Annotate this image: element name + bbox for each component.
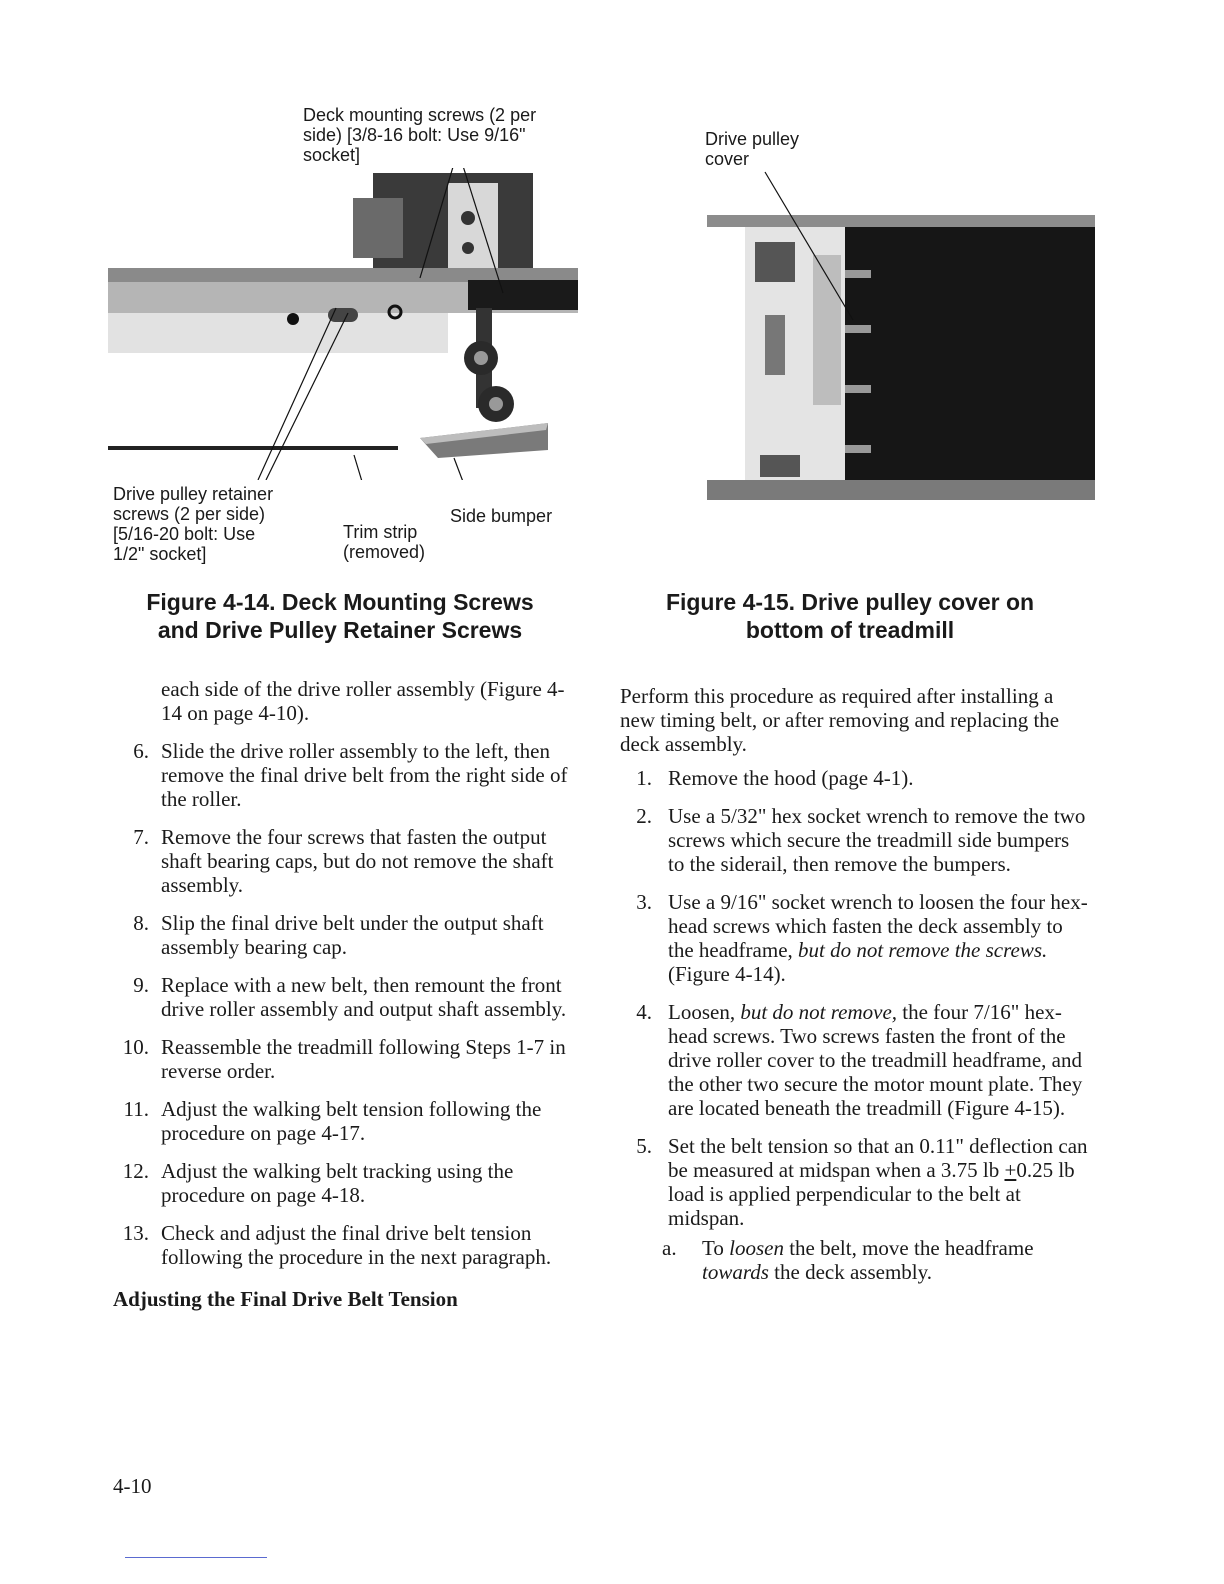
footer-rule xyxy=(125,1557,267,1558)
step-emphasis: but do not remove the screws. xyxy=(798,938,1048,962)
step-text: Remove the four screws that fasten the output shaft bearing caps, but do not remove the shaft assembly. xyxy=(161,825,554,897)
step-text: 0.25 lb load is applied perpendicular to the belt at midspan. xyxy=(668,1158,1075,1230)
substep-letter: a. xyxy=(662,1236,677,1260)
figure-4-15-caption: Figure 4-15. Drive pulley cover on bottom of treadmill xyxy=(665,589,1035,643)
step-text: Loosen, xyxy=(668,1000,741,1024)
step-text: Reassemble the treadmill following Steps 1-7 in reverse order. xyxy=(161,1035,566,1083)
retainer-screws-label: Drive pulley retainer screws (2 per side) [5/16-20 bolt: Use 1/2" socket] xyxy=(113,484,274,564)
step-text: (Figure 4-14). xyxy=(668,962,786,986)
step-text: Adjust the walking belt tracking using the procedure on page 4-18. xyxy=(161,1159,514,1207)
step-text: Check and adjust the final drive belt tension following the procedure in the next paragraph. xyxy=(161,1221,552,1269)
step-text: the four 7/16" hex-head screws. Two screws fasten the front of the drive roller cover to the treadmill headframe, and the other two secure the motor mount plate. They are located beneath the treadmill (Figure 4-15). xyxy=(668,1000,1083,1120)
step-number: 10. xyxy=(122,1035,149,1059)
step-2 xyxy=(620,804,1090,876)
continuation-text: each side of the drive roller assembly (Figure 4-14 on page 4-10). xyxy=(161,677,565,725)
step-5 xyxy=(620,1134,1090,1230)
step-text: the deck assembly. xyxy=(768,1260,933,1284)
step-1 xyxy=(620,766,1090,790)
step-10 xyxy=(113,1035,583,1083)
step-number: 12. xyxy=(122,1159,149,1183)
drive-pulley-cover-photo xyxy=(705,170,1097,505)
step-9 xyxy=(113,973,583,1021)
step-text: Use a 5/32" hex socket wrench to remove the two screws which secure the treadmill side bumpers to the siderail, then remove the bumpers. xyxy=(668,804,1086,876)
step-11 xyxy=(113,1097,583,1145)
side-bumper-label: Side bumper xyxy=(450,506,553,526)
deck-screws-label: Deck mounting screws (2 per side) [3/8-16 bolt: Use 9/16" socket] xyxy=(303,105,537,165)
step-emphasis: loosen xyxy=(729,1236,784,1260)
step-8 xyxy=(113,911,583,959)
step-text: Replace with a new belt, then remount the front drive roller assembly and output shaft assembly. xyxy=(161,973,567,1021)
step-number: 3. xyxy=(636,890,652,914)
step-4 xyxy=(620,1000,1090,1120)
trim-strip-label: Trim strip (removed) xyxy=(343,522,426,562)
step-text: Adjust the walking belt tension following the procedure on page 4-17. xyxy=(161,1097,542,1145)
step-7 xyxy=(113,825,583,897)
step-number: 9. xyxy=(133,973,149,997)
intro-text: Perform this procedure as required after installing a new timing belt, or after removing and replacing the deck assembly. xyxy=(620,684,1060,756)
substep-a xyxy=(620,1236,1090,1284)
step-number: 8. xyxy=(133,911,149,935)
step-number: 11. xyxy=(123,1097,149,1121)
step-text: Use a 9/16" socket wrench to loosen the four hex-head screws which fasten the deck assembly to the headframe, xyxy=(668,890,1088,962)
step-text: Set the belt tension so that an 0.11" deflection can be measured at midspan when a 3.75 lb xyxy=(668,1134,1088,1182)
step-text: Slip the final drive belt under the output shaft assembly bearing cap. xyxy=(161,911,544,959)
left-column xyxy=(113,677,583,1311)
step-emphasis: but do not remove, xyxy=(740,1000,898,1024)
step-number: 13. xyxy=(122,1221,149,1245)
step-12 xyxy=(113,1159,583,1207)
step-13 xyxy=(113,1221,583,1269)
step-6 xyxy=(113,739,583,811)
section-heading: Adjusting the Final Drive Belt Tension xyxy=(113,1287,458,1311)
step-text: Slide the drive roller assembly to the left, then remove the final drive belt from the right side of the roller. xyxy=(161,739,568,811)
step-emphasis: towards xyxy=(702,1260,769,1284)
step-number: 2. xyxy=(636,804,652,828)
drive-pulley-cover-label: Drive pulley cover xyxy=(705,129,800,169)
step-5-continuation xyxy=(113,677,583,725)
step-number: 6. xyxy=(133,739,149,763)
step-number: 5. xyxy=(636,1134,652,1158)
step-3 xyxy=(620,890,1090,986)
figure-4-14-caption: Figure 4-14. Deck Mounting Screws and Drive Pulley Retainer Screws xyxy=(146,589,534,643)
step-number: 4. xyxy=(636,1000,652,1024)
plus-minus-sign: + xyxy=(1004,1158,1017,1182)
step-text: the belt, move the headframe xyxy=(783,1236,1034,1260)
step-number: 1. xyxy=(636,766,652,790)
step-text: Remove the hood (page 4-1). xyxy=(668,766,914,790)
step-text: To xyxy=(702,1236,730,1260)
step-number: 7. xyxy=(133,825,149,849)
deck-mounting-photo xyxy=(108,168,588,480)
right-column xyxy=(620,684,1090,1298)
page-number: 4-10 xyxy=(113,1474,152,1498)
intro-paragraph xyxy=(620,684,1090,756)
